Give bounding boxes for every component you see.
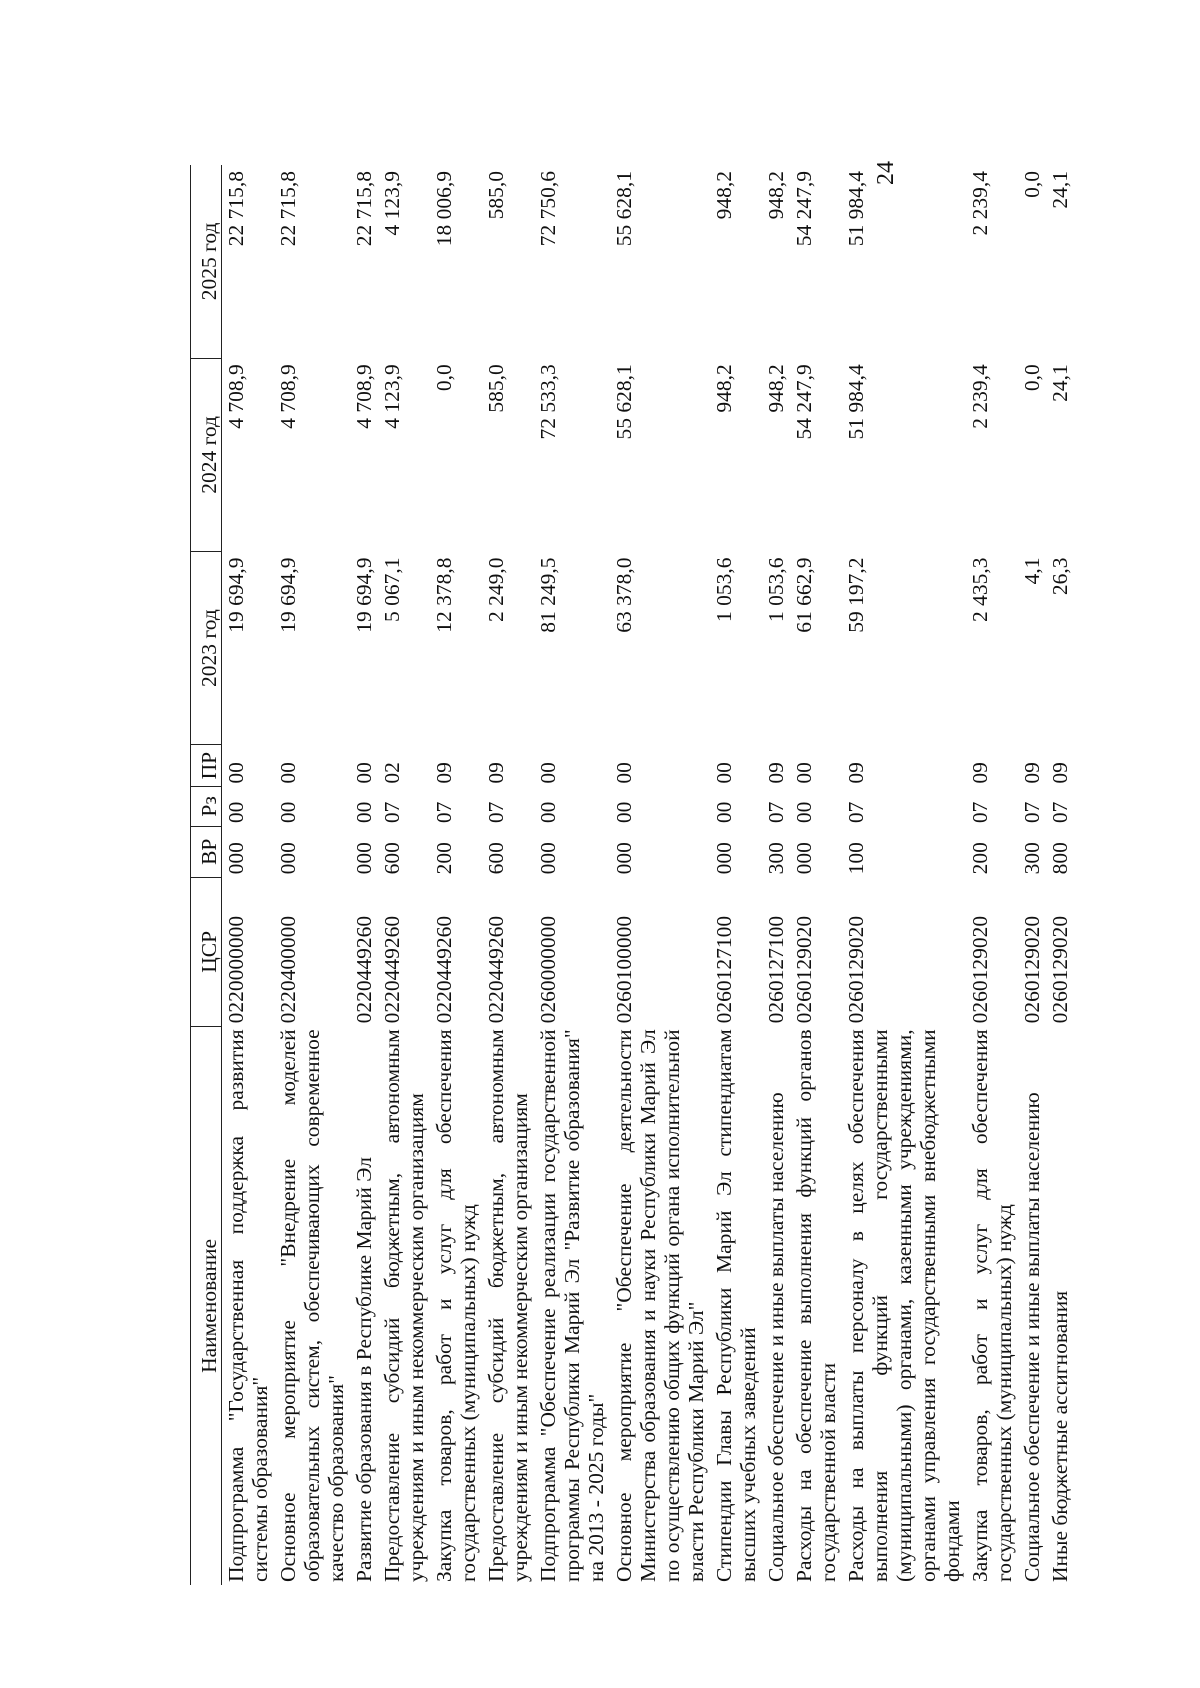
row-vr-cell: 000: [612, 842, 636, 875]
row-2024-cell: 4 708,9: [352, 364, 376, 429]
row-name-cell: Предоставление субсидий бюджетным, автономным учреждениям и иным некоммерческим организациям: [484, 1029, 532, 1582]
row-2025-cell: 2 239,4: [968, 171, 992, 236]
row-2025-cell: 22 715,8: [352, 171, 376, 247]
row-name-cell: Основное мероприятие "Внедрение моделей образовательных систем, обеспечивающих современное качество образования": [276, 1029, 348, 1582]
row-2025-cell: 24,1: [1048, 171, 1072, 209]
table-row: [710, 165, 762, 1585]
header-rz: Рз: [191, 787, 222, 827]
header-2023: 2023 год: [191, 551, 222, 744]
row-pr-cell: 00: [352, 762, 376, 784]
row-2024-cell: 585,0: [484, 364, 508, 413]
row-rz-cell: 07: [1048, 801, 1072, 824]
row-csr-cell: 0260127100: [712, 915, 736, 1024]
row-csr-cell: 0260129020: [1048, 915, 1072, 1024]
row-vr-cell: 200: [968, 842, 992, 875]
row-vr-cell: 000: [536, 842, 560, 875]
row-vr-cell: 200: [432, 842, 456, 875]
row-2024-cell: 948,2: [712, 364, 736, 413]
row-vr-cell: 800: [1048, 842, 1072, 875]
row-rz-cell: 00: [536, 801, 560, 824]
row-name-cell: Закупка товаров, работ и услуг для обеспечения государственных (муниципальных) нужд: [968, 1029, 1016, 1582]
row-2024-cell: 0,0: [432, 364, 456, 392]
row-2023-cell: 5 067,1: [380, 557, 404, 622]
row-2023-cell: 61 662,9: [792, 557, 816, 633]
header-2024: 2024 год: [191, 358, 222, 551]
row-csr-cell: 0260000000: [536, 915, 560, 1024]
row-pr-cell: 09: [432, 762, 456, 784]
row-name-cell: Основное мероприятие "Обеспечение деятельности Министерства образования и науки Республики Марий Эл по осуществлению общих функций органа исполнительной власти Республики Марий Эл": [612, 1029, 708, 1582]
row-2024-cell: 51 984,4: [844, 364, 868, 440]
row-2024-cell: 54 247,9: [792, 364, 816, 440]
header-vr: ВР: [191, 826, 222, 877]
row-2025-cell: 948,2: [764, 171, 788, 220]
row-pr-cell: 09: [764, 762, 788, 784]
row-rz-cell: 00: [224, 801, 248, 824]
row-pr-cell: 02: [380, 762, 404, 784]
row-vr-cell: 000: [712, 842, 736, 875]
row-2025-cell: 51 984,4: [844, 171, 868, 247]
row-2024-cell: 0,0: [1020, 364, 1044, 392]
row-2024-cell: 4 123,9: [380, 364, 404, 429]
row-pr-cell: 09: [844, 762, 868, 784]
table-row: [350, 165, 378, 1585]
table-header: [191, 165, 222, 1585]
row-vr-cell: 000: [224, 842, 248, 875]
row-name-cell: Социальное обеспечение и иные выплаты населению: [764, 1092, 788, 1582]
row-pr-cell: 00: [224, 762, 248, 784]
row-name-cell: Иные бюджетные ассигнования: [1048, 1290, 1072, 1582]
rotated-table-container: [190, 165, 1072, 1585]
row-vr-cell: 300: [764, 842, 788, 875]
row-vr-cell: 300: [1020, 842, 1044, 875]
table-row: [1046, 165, 1074, 1585]
row-2023-cell: 1 053,6: [764, 557, 788, 622]
header-2025: 2025 год: [191, 165, 222, 358]
row-name-cell: Подпрограмма "Обеспечение реализации государственной программы Республики Марий Эл "Развитие образования" на 2013 - 2025 годы": [536, 1029, 608, 1582]
row-2023-cell: 26,3: [1048, 557, 1072, 596]
table-row: [534, 165, 610, 1585]
row-rz-cell: 00: [792, 801, 816, 824]
row-rz-cell: 00: [276, 801, 300, 824]
row-csr-cell: 0260129020: [792, 915, 816, 1024]
row-csr-cell: 0220449260: [484, 915, 508, 1024]
row-vr-cell: 000: [352, 842, 376, 875]
table-row: [274, 165, 350, 1585]
row-2025-cell: 55 628,1: [612, 171, 636, 247]
row-csr-cell: 0260129020: [844, 915, 868, 1024]
row-csr-cell: 0220449260: [432, 915, 456, 1024]
row-rz-cell: 00: [352, 801, 376, 824]
row-2025-cell: 72 750,6: [536, 171, 560, 247]
row-vr-cell: 100: [844, 842, 868, 875]
row-pr-cell: 00: [792, 762, 816, 784]
row-2025-cell: 22 715,8: [276, 171, 300, 247]
budget-table: [190, 165, 1074, 1585]
row-2024-cell: 948,2: [764, 364, 788, 413]
row-name-cell: Стипендии Главы Республики Марий Эл стипендиатам высших учебных заведений: [712, 1029, 760, 1582]
row-rz-cell: 00: [712, 801, 736, 824]
table-row: [1018, 165, 1046, 1585]
row-2023-cell: 19 694,9: [352, 557, 376, 633]
row-csr-cell: 0220449260: [380, 915, 404, 1024]
row-2025-cell: 22 715,8: [224, 171, 248, 247]
row-rz-cell: 00: [612, 801, 636, 824]
row-name-cell: Социальное обеспечение и иные выплаты населению: [1020, 1092, 1044, 1582]
row-pr-cell: 09: [1048, 762, 1072, 784]
table-row: [430, 165, 482, 1585]
table-body: [222, 165, 1075, 1585]
row-2025-cell: 948,2: [712, 171, 736, 220]
page-number: 24: [873, 161, 899, 185]
row-csr-cell: 0220449260: [352, 915, 376, 1024]
table-row: [966, 165, 1018, 1585]
row-csr-cell: 0220000000: [224, 915, 248, 1024]
row-2024-cell: 4 708,9: [224, 364, 248, 429]
row-vr-cell: 600: [484, 842, 508, 875]
row-name-cell: Закупка товаров, работ и услуг для обеспечения государственных (муниципальных) нужд: [432, 1029, 480, 1582]
row-2024-cell: 4 708,9: [276, 364, 300, 429]
header-pr: ПР: [191, 745, 222, 787]
row-2023-cell: 1 053,6: [712, 557, 736, 622]
row-2023-cell: 12 378,8: [432, 557, 456, 633]
table-row: [762, 165, 790, 1585]
row-2023-cell: 81 249,5: [536, 557, 560, 633]
row-csr-cell: 0220400000: [276, 915, 300, 1024]
row-name-cell: Предоставление субсидий бюджетным, автономным учреждениям и иным некоммерческим организациям: [380, 1029, 428, 1582]
row-2025-cell: 4 123,9: [380, 171, 404, 236]
row-pr-cell: 09: [968, 762, 992, 784]
row-2023-cell: 4,1: [1020, 557, 1044, 585]
row-csr-cell: 0260127100: [764, 915, 788, 1024]
row-2025-cell: 54 247,9: [792, 171, 816, 247]
row-csr-cell: 0260100000: [612, 915, 636, 1024]
header-csr: ЦСР: [191, 877, 222, 1026]
row-2024-cell: 2 239,4: [968, 364, 992, 429]
row-vr-cell: 600: [380, 842, 404, 875]
row-rz-cell: 07: [1020, 801, 1044, 824]
header-name: Наименование: [191, 1026, 222, 1585]
row-rz-cell: 07: [968, 801, 992, 824]
row-pr-cell: 00: [712, 762, 736, 784]
row-2025-cell: 18 006,9: [432, 171, 456, 247]
row-2024-cell: 55 628,1: [612, 364, 636, 440]
row-csr-cell: 0260129020: [968, 915, 992, 1024]
row-rz-cell: 07: [764, 801, 788, 824]
row-name-cell: Расходы на обеспечение выполнения функций органов государственной власти: [792, 1029, 840, 1582]
row-name-cell: Развитие образования в Республике Марий Эл: [352, 1157, 376, 1582]
row-2024-cell: 24,1: [1048, 364, 1072, 402]
row-rz-cell: 07: [380, 801, 404, 824]
table-row: [610, 165, 710, 1585]
table-row: [842, 165, 966, 1585]
row-rz-cell: 07: [484, 801, 508, 824]
row-pr-cell: 00: [276, 762, 300, 784]
row-pr-cell: 09: [484, 762, 508, 784]
row-2024-cell: 72 533,3: [536, 364, 560, 440]
table-row: [378, 165, 430, 1585]
row-2023-cell: 19 694,9: [224, 557, 248, 633]
row-pr-cell: 00: [536, 762, 560, 784]
table-row: [482, 165, 534, 1585]
table-row: [222, 165, 275, 1585]
row-rz-cell: 07: [432, 801, 456, 824]
row-vr-cell: 000: [792, 842, 816, 875]
row-pr-cell: 00: [612, 762, 636, 784]
row-2023-cell: 63 378,0: [612, 557, 636, 633]
row-2023-cell: 19 694,9: [276, 557, 300, 633]
row-csr-cell: 0260129020: [1020, 915, 1044, 1024]
row-2023-cell: 59 197,2: [844, 557, 868, 633]
table-row: [790, 165, 842, 1585]
row-rz-cell: 07: [844, 801, 868, 824]
row-2025-cell: 585,0: [484, 171, 508, 220]
row-vr-cell: 000: [276, 842, 300, 875]
row-2023-cell: 2 435,3: [968, 557, 992, 622]
row-2023-cell: 2 249,0: [484, 557, 508, 622]
row-name-cell: Расходы на выплаты персоналу в целях обеспечения выполнения функций государственными (муниципальными) органами, казенными учреждениями, органами управления государственными внебюджетными фондами: [844, 1029, 964, 1582]
row-pr-cell: 09: [1020, 762, 1044, 784]
row-name-cell: Подпрограмма "Государственная поддержка развития системы образования": [224, 1029, 272, 1582]
row-2025-cell: 0,0: [1020, 171, 1044, 198]
